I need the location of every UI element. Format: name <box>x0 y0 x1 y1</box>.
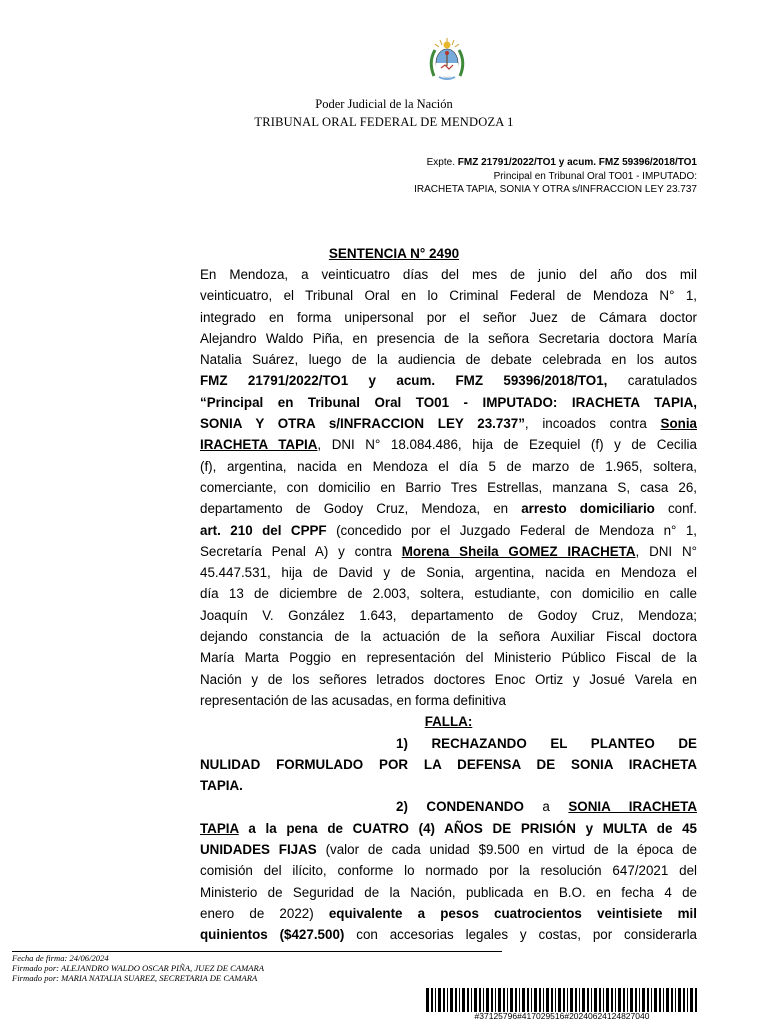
body-line <box>200 456 697 477</box>
body-text: integrado en forma unipersonal por el señor Juez de Cámara doctor <box>200 309 697 325</box>
body-line <box>200 903 697 924</box>
body-text: Nación y de los señores letrados doctores Enoc Ortiz y Josué Varela en <box>200 671 697 687</box>
body-line <box>200 477 697 498</box>
court-name: Poder Judicial de la Nación <box>315 97 453 111</box>
barcode-bar <box>543 988 544 1012</box>
body-line <box>200 711 697 732</box>
body-text: TAPIA <box>200 820 239 836</box>
barcode-bar <box>519 988 520 1012</box>
body-text: (f), argentina, nacida en Mendoza el día 5 de marzo de 1.965, soltera, <box>200 458 697 474</box>
barcode-bar <box>486 988 489 1012</box>
barcode-bar <box>546 988 549 1012</box>
barcode-bar <box>675 988 676 1012</box>
barcode-bar <box>567 988 568 1012</box>
body-line <box>200 669 697 690</box>
body-text: conf. <box>654 501 697 517</box>
sentence-title: SENTENCIA N° 2490 <box>328 246 460 261</box>
barcode-bar <box>570 988 573 1012</box>
barcode-bar <box>507 988 508 1012</box>
body-text: María Marta Poggio en representación del Ministerio Público Fiscal de la <box>200 650 697 666</box>
barcode-bar <box>690 988 693 1012</box>
body-line <box>200 924 697 945</box>
barcode-bar <box>467 988 469 1012</box>
body-line <box>200 860 697 881</box>
barcode-bar <box>647 988 649 1012</box>
body-text: quinientos ($427.500) <box>200 927 345 943</box>
body-text: SONIA Y OTRA s/INFRACCION LEY 23.737” <box>200 416 525 432</box>
body-text: Alejandro Waldo Piña, en presencia de la señora Secretaria doctora María <box>200 330 697 346</box>
body-text: a <box>523 799 569 815</box>
barcode-bar <box>438 988 441 1012</box>
body-line <box>200 307 697 328</box>
body-text: arresto domiciliario <box>521 501 655 517</box>
barcode-bar <box>471 988 472 1012</box>
body-text: equivalente a pesos cuatrocientos veintisiete mil <box>328 905 697 921</box>
barcode-bar <box>522 988 525 1012</box>
barcode-bar <box>462 988 465 1012</box>
barcode-bar <box>498 988 501 1012</box>
body-line <box>200 349 697 370</box>
barcode-bar <box>455 988 457 1012</box>
body-text: UNIDADES FIJAS <box>200 842 317 858</box>
barcode-bar <box>659 988 661 1012</box>
barcode-bar <box>635 988 637 1012</box>
body-text: día 13 de diciembre de 2.003, soltera, estudiante, con domicilio en calle <box>200 586 697 602</box>
barcode-bar <box>551 988 553 1012</box>
barcode-bar <box>678 988 681 1012</box>
body-text: Secretaría Penal A) y contra <box>200 543 402 559</box>
barcode-bar <box>579 988 580 1012</box>
body-text: comisión del ilícito, conforme lo normado por la resolución 647/2021 del <box>200 863 697 879</box>
barcode-bar <box>555 988 556 1012</box>
body-text: 45.447.531, hija de David y de Sonia, argentina, nacida en Mendoza el <box>200 565 697 581</box>
body-line <box>200 562 697 583</box>
barcode-bar <box>627 988 628 1012</box>
barcode-bar <box>683 988 685 1012</box>
barcode-bar <box>639 988 640 1012</box>
barcode-bar <box>435 988 436 1012</box>
body-text: Morena Sheila GOMEZ IRACHETA <box>401 543 636 559</box>
barcode-bar <box>611 988 613 1012</box>
barcode-bar <box>447 988 448 1012</box>
barcode-bar <box>663 988 664 1012</box>
body-line <box>200 647 697 668</box>
body-line <box>200 754 697 775</box>
body-line <box>200 392 697 413</box>
barcode-bar <box>623 988 625 1012</box>
barcode-icon <box>426 988 698 1012</box>
body-line <box>200 264 697 285</box>
barcode-bar <box>527 988 529 1012</box>
body-text: SONIA IRACHETA <box>568 799 697 815</box>
barcode-bar <box>491 988 493 1012</box>
body-text: (valor de cada unidad $9.500 en virtud de la época de <box>316 842 697 858</box>
barcode-bar <box>594 988 597 1012</box>
body-line <box>200 328 697 349</box>
barcode-bar <box>582 988 585 1012</box>
body-line <box>200 839 697 860</box>
body-line <box>200 285 697 306</box>
barcode-bar <box>534 988 537 1012</box>
barcode-bar <box>671 988 673 1012</box>
body-line <box>200 541 697 562</box>
body-text: comerciante, con domicilio en Barrio Tres Estrellas, manzana S, casa 26, <box>200 479 697 495</box>
body-text: Joaquín V. González 1.643, departamento de Godoy Cruz, Mendoza; <box>200 607 697 623</box>
sign-date: Fecha de firma: 24/06/2024 <box>12 953 109 963</box>
body-text: , DNI N° <box>635 543 697 559</box>
body-text: En Mendoza, a veinticuatro días del mes de junio del año dos mil <box>200 267 697 282</box>
barcode-bar <box>687 988 688 1012</box>
sentence-body <box>200 264 697 946</box>
body-text: FALLA: <box>424 714 473 730</box>
body-line <box>200 796 697 817</box>
body-line <box>200 498 697 519</box>
body-text: departamento de Godoy Cruz, Mendoza, en <box>200 501 522 517</box>
body-text: dejando constancia de la actuación de la señora Auxiliar Fiscal doctora <box>200 629 697 645</box>
barcode-bar <box>695 988 697 1012</box>
body-text: 2) CONDENANDO <box>396 799 524 815</box>
body-line <box>200 818 697 839</box>
barcode-bar <box>459 988 460 1012</box>
body-line <box>200 775 697 796</box>
body-text: “Principal en Tribunal Oral TO01 - IMPUTADO: IRACHETA TAPIA, <box>200 394 697 410</box>
barcode-bar <box>603 988 604 1012</box>
signature-divider <box>12 951 502 952</box>
barcode-bar <box>531 988 532 1012</box>
body-text: Natalia Suárez, luego de la audiencia de debate celebrada en los autos <box>200 352 697 368</box>
body-line <box>200 583 697 604</box>
body-line <box>200 434 697 455</box>
barcode-bar <box>615 988 616 1012</box>
barcode-bar <box>426 988 429 1012</box>
body-line <box>200 733 697 754</box>
barcode-bar <box>431 988 433 1012</box>
body-text: con accesorias legales y costas, por considerarla <box>344 927 697 943</box>
body-text: representación de las acusadas, en forma definitiva <box>200 692 506 708</box>
body-text: , incoados contra <box>524 416 661 432</box>
body-text: veinticuatro, el Tribunal Oral en lo Criminal Federal de Mendoza N° 1, <box>200 288 697 304</box>
body-text: , DNI N° 18.084.486, hija de Ezequiel (f) y de Cecilia <box>317 437 697 453</box>
body-text: FMZ 21791/2022/TO1 y acum. FMZ 59396/2018/TO1, <box>200 373 608 389</box>
barcode-bar <box>450 988 453 1012</box>
barcode-bar <box>654 988 657 1012</box>
barcode-bar <box>479 988 481 1012</box>
barcode-bar <box>666 988 669 1012</box>
tribunal-name: TRIBUNAL ORAL FEDERAL DE MENDOZA 1 <box>254 115 514 129</box>
barcode-number: #37125796#417029516#20240624124827040 <box>474 1011 650 1021</box>
body-text: NULIDAD FORMULADO POR LA DEFENSA DE SONIA IRACHETA <box>200 756 697 772</box>
barcode-bar <box>587 988 589 1012</box>
signer-judge: Firmado por: ALEJANDRO WALDO OSCAR PIÑA, JUEZ DE CAMARA <box>12 963 265 973</box>
body-text: Ministerio de Seguridad de la Nación, publicada en B.O. en fecha 4 de <box>200 884 697 900</box>
barcode-bar <box>591 988 592 1012</box>
body-line <box>200 626 697 647</box>
barcode-bar <box>510 988 513 1012</box>
barcode-bar <box>503 988 505 1012</box>
barcode-bar <box>563 988 565 1012</box>
body-text: caratulados <box>607 373 697 389</box>
barcode-bar <box>606 988 609 1012</box>
expte-label: Expte. <box>426 157 458 168</box>
signer-secretary: Firmado por: MARIA NATALIA SUAREZ, SECRETARIA DE CAMARA <box>12 973 258 983</box>
body-text: 1) RECHAZANDO EL PLANTEO DE <box>396 735 697 751</box>
barcode-bar <box>575 988 577 1012</box>
barcode-bar <box>515 988 517 1012</box>
body-text: art. 210 del CPPF <box>200 522 327 538</box>
body-text: TAPIA. <box>200 778 243 794</box>
body-line <box>200 882 697 903</box>
body-text: enero de 2022) <box>200 905 329 921</box>
barcode-bar <box>443 988 445 1012</box>
argentina-coat-of-arms-icon <box>426 36 468 82</box>
body-line <box>200 520 697 541</box>
barcode-bar <box>651 988 652 1012</box>
barcode-bar <box>539 988 541 1012</box>
body-text: a la pena de CUATRO (4) AÑOS DE PRISIÓN y MULTA de 45 <box>238 820 697 836</box>
expte-line <box>427 157 697 168</box>
body-line <box>200 605 697 626</box>
barcode-bar <box>599 988 601 1012</box>
body-text: Sonia <box>660 416 697 432</box>
body-text: (concedido por el Juzgado Federal de Mendoza n° 1, <box>326 522 697 538</box>
barcode-bar <box>642 988 645 1012</box>
caption-line-1: Principal en Tribunal Oral TO01 - IMPUTADO: <box>493 171 697 182</box>
barcode-bar <box>495 988 496 1012</box>
barcode-bar <box>630 988 633 1012</box>
barcode-bar <box>618 988 621 1012</box>
barcode-bar <box>474 988 477 1012</box>
expte-number: FMZ 21791/2022/TO1 y acum. FMZ 59396/2018/TO1 <box>457 157 697 168</box>
barcode-bar <box>558 988 561 1012</box>
body-line <box>200 370 697 391</box>
body-text: IRACHETA TAPIA <box>200 437 318 453</box>
body-line <box>200 690 697 711</box>
caption-line-2: IRACHETA TAPIA, SONIA Y OTRA s/INFRACCION LEY 23.737 <box>414 184 697 195</box>
body-line <box>200 413 697 434</box>
barcode-bar <box>483 988 484 1012</box>
